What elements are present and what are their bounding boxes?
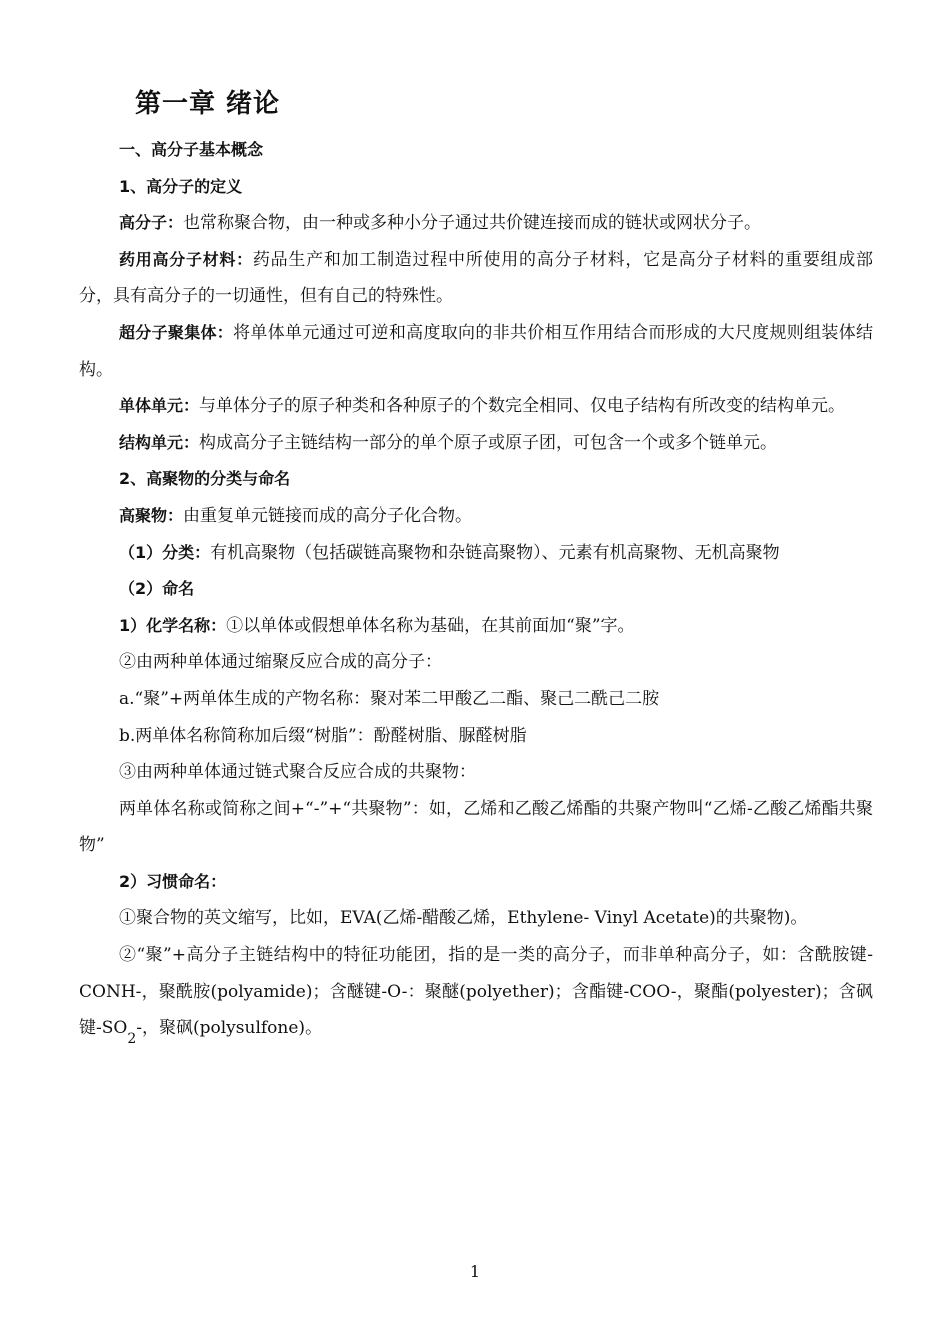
page-number: 1	[469, 1262, 481, 1281]
definition-high-polymer	[79, 498, 873, 535]
classification-text: 有机高聚物（包括碳链高聚物和杂链高聚物）、元素有机高聚物、无机高聚物	[210, 542, 780, 563]
term: 高聚物：	[119, 505, 184, 525]
section-heading: 一、高分子基本概念	[119, 140, 264, 159]
habitual-naming-heading: 2）习惯命名：	[119, 871, 227, 891]
term: （1）分类：	[119, 542, 211, 562]
chain-polymerization-paragraph: ③由两种单体通过链式聚合反应合成的共聚物：	[119, 762, 476, 783]
definition-text: 由重复单元链接而成的高分子化合物。	[183, 505, 473, 526]
subscript: 2	[127, 1031, 137, 1048]
definition-text: 将单体单元通过可逆和高度取向的非共价相互作用结合而形成的大尺度规则组装体结构。	[79, 322, 873, 380]
term: 高分子：	[119, 213, 184, 233]
condensation-item-b: b.两单体名称简称加后缀“树脂”：酚醛树脂、脲醛树脂	[119, 725, 527, 746]
definition-text: 药品生产和加工制造过程中所使用的高分子材料，它是高分子材料的重要组成部分，具有高分子的一切通性，但有自己的特殊性。	[79, 249, 873, 307]
abbreviation-paragraph: ①聚合物的英文缩写，比如，EVA(乙烯-醋酸乙烯，Ethylene- Vinyl Acetate)的共聚物)。	[119, 908, 808, 929]
subsection-heading: 1、高分子的定义	[119, 176, 243, 196]
functional-group-paragraph	[79, 937, 873, 1048]
functional-group-text-end: -，聚砜(polysulfone)。	[136, 1018, 323, 1039]
term: 超分子聚集体：	[119, 322, 234, 342]
definition-monomer-unit	[79, 388, 873, 425]
naming-heading: （2）命名	[119, 579, 195, 599]
chapter-title: 第一章 绪论	[135, 89, 281, 119]
term: 药用高分子材料：	[119, 249, 253, 269]
chemical-name-text: ①以单体或假想单体名称为基础，在其前面加“聚”字。	[226, 615, 635, 636]
condensation-item-a: a.“聚”+两单体生成的产物名称：聚对苯二甲酸乙二酯、聚己二酰己二胺	[119, 688, 660, 709]
definition-text: 与单体分子的原子种类和各种原子的个数完全相同、仅电子结构有所改变的结构单元。	[199, 396, 846, 417]
definition-text: 构成高分子主链结构一部分的单个原子或原子团，可包含一个或多个链单元。	[199, 432, 778, 453]
document-body	[79, 132, 873, 1048]
term: 单体单元：	[119, 396, 200, 416]
classification-paragraph	[79, 535, 873, 572]
term: 结构单元：	[119, 432, 200, 452]
definition-polymer	[79, 205, 873, 242]
definition-structural-unit	[79, 425, 873, 462]
definition-text: 也常称聚合物，由一种或多种小分子通过共价键连接而成的链状或网状分子。	[183, 213, 762, 234]
definition-pharma-polymer	[79, 242, 873, 315]
copolymer-naming-paragraph: 两单体名称或简称之间+“-”+“共聚物”：如，乙烯和乙酸乙烯酯的共聚产物叫“乙烯-乙酸乙烯酯共聚物”	[79, 798, 873, 856]
functional-group-text: ②“聚”+高分子主链结构中的特征功能团，指的是一类的高分子，而非单种高分子，如：含酰胺键-CONH-，聚酰胺(polyamide)；含醚键-O-：聚醚(polyether)；含酯键-COO-，聚酯(polyester)；含砜键-SO	[79, 945, 873, 1039]
chemical-name-paragraph	[79, 608, 873, 645]
condensation-paragraph: ②由两种单体通过缩聚反应合成的高分子：	[119, 652, 442, 673]
definition-supramolecular	[79, 315, 873, 388]
term: 1）化学名称：	[119, 615, 227, 635]
subsection-heading: 2、高聚物的分类与命名	[119, 469, 291, 489]
